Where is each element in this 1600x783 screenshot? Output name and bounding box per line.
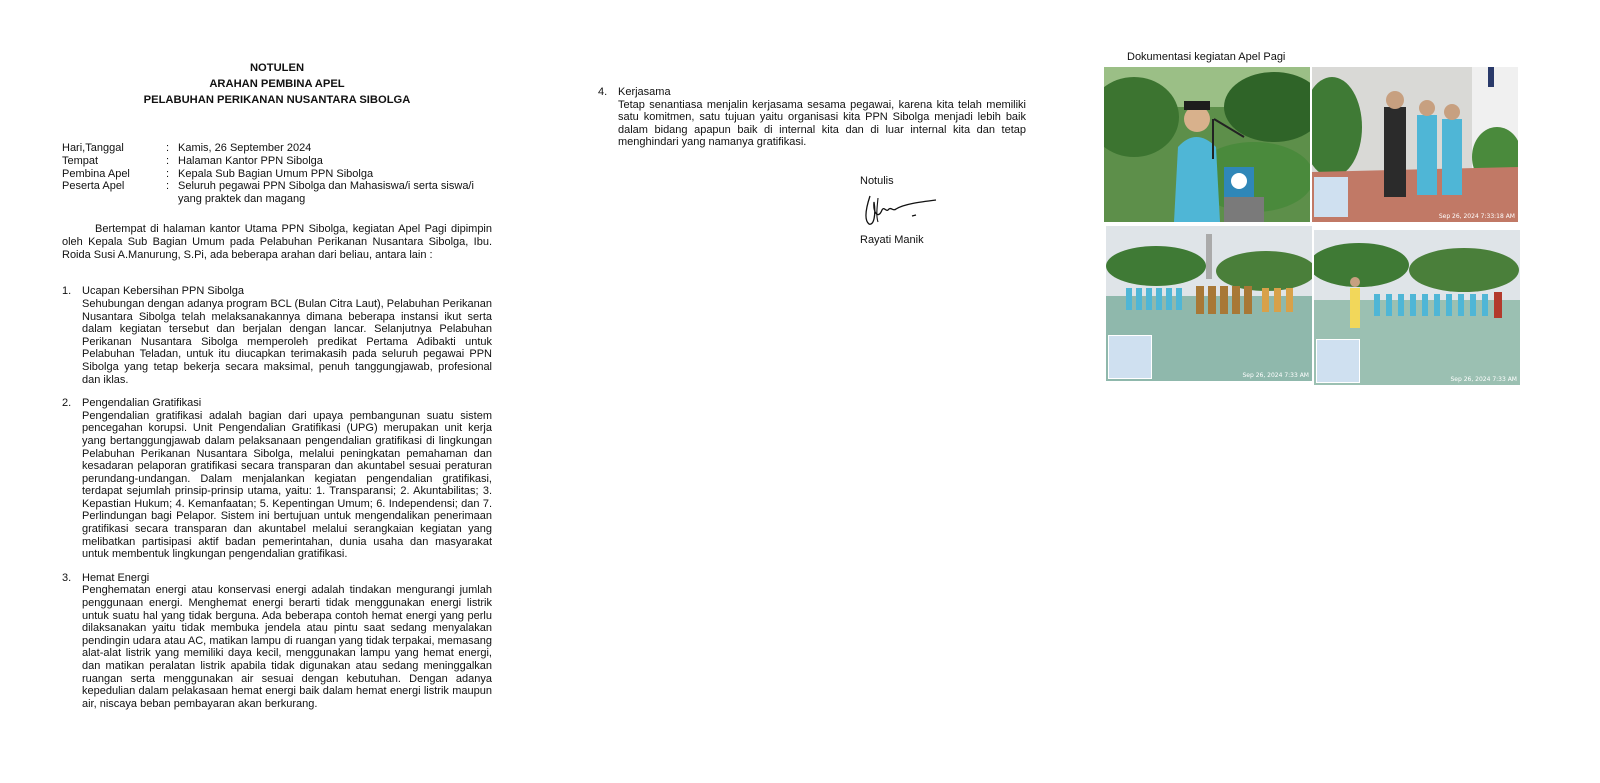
section-number: 1. xyxy=(62,285,72,298)
info-row xyxy=(62,155,492,168)
section-title: Pengendalian Gratifikasi xyxy=(82,397,202,410)
title-line-3: PELABUHAN PERIKANAN NUSANTARA SIBOLGA xyxy=(143,94,411,106)
info-key: Peserta Apel xyxy=(62,180,125,193)
photos-title: Dokumentasi kegiatan Apel Pagi xyxy=(1127,51,1286,63)
section-4 xyxy=(598,86,1026,149)
info-key: Tempat xyxy=(62,154,99,167)
notulen-page-2 xyxy=(598,0,1026,246)
map-thumbnail xyxy=(1316,339,1360,383)
photo-crowd-1 xyxy=(1106,226,1312,381)
section-body: Pengendalian gratifikasi adalah bagian dari upaya pembangunan suatu sistem pencegahan korupsi. Unit Pengendalian Gratifikasi (UPG) merupakan unit kerja yang bertanggungjawab dalam pelaksanaan pengendalian gratifikasi di lingkungan Pelabuhan Perikanan Nusantara Sibolga, melalui peningkatan pemahaman dan kesadaran pelaporan gratifikasi secara transparan dan akuntabel sesuai peraturan perundang-undangan. Dalam menjalankan kegiatan pengendalian gratifikasi, terdapat sejumlah prinsip-prinsip utama, yaitu: 1. Transparansi; 2. Akuntabilitas; 3. Kepastian Hukum; 4. Kemanfaatan; 5. Kepentingan Umum; 6. Independensi; dan 7. Perlindungan bagi Pelapor. Sistem ini bertujuan untuk mengendalikan penerimaan gratifikasi secara transparan dan akuntabel melalui serangkaian kegiatan yang melibatkan partisipasi aktif badan pemerintahan, dunia usaha dan masyarakat untuk membentuk lingkungan pengendalian gratifikasi. xyxy=(82,409,492,561)
map-thumbnail xyxy=(1108,335,1152,379)
photo-timestamp: Sep 26, 2024 7:33 AM xyxy=(1242,372,1309,379)
photo-timestamp: Sep 26, 2024 7:33 AM xyxy=(1450,376,1517,383)
section-2 xyxy=(62,397,492,561)
section-body: Tetap senantiasa menjalin kerjasama sesama pegawai, karena kita telah memiliki satu komitmen, satu tujuan yaitu organisasi kita PPN Sibolga menjadi lebih baik dalam bidang apapun baik di internal kita dan di luar internal kita dan tetap menghindari yang namanya gratifikasi. xyxy=(618,98,1026,149)
info-key: Pembina Apel xyxy=(62,167,130,180)
info-row xyxy=(62,180,492,206)
info-value: Kamis, 26 September 2024 xyxy=(178,142,312,154)
info-colon: : xyxy=(166,167,170,180)
notulis-name: Rayati Manik xyxy=(860,233,924,246)
section-3 xyxy=(62,572,492,711)
meeting-info xyxy=(62,142,492,206)
section-title: Kerjasama xyxy=(618,86,671,98)
section-body: Sehubungan dengan adanya program BCL (Bulan Citra Laut), Pelabuhan Perikanan Nusantara Sibolga telah melaksanakannya dimana beberapa instansi ikut serta dalam kegiatan tersebut dan berjalan dengan lancar. Selanjutnya Pelabuhan Perikanan Nusantara Sibolga memperoleh predikat Pertama Adibakti untuk Pelabuhan Teladan, untuk itu diucapkan terimakasih pada seluruh pegawai PPN Sibolga yang tetap bekerja secara maksimal, penuh tanggungjawab, profesional dan iklas. xyxy=(82,297,492,386)
info-row xyxy=(62,168,492,181)
notulen-page-1 xyxy=(62,0,492,710)
photo-timestamp: Sep 26, 2024 7:33:18 AM xyxy=(1438,213,1515,220)
intro-paragraph: Bertempat di halaman kantor Utama PPN Sibolga, kegiatan Apel Pagi dipimpin oleh Kepala Sub Bagian Umum pada Pelabuhan Perikanan Nusantara Sibolga, Ibu. Roida Susi A.Manurung, S.Pi, ada beberapa arahan dari beliau, antara lain : xyxy=(62,222,492,261)
section-1 xyxy=(62,285,492,386)
info-row xyxy=(62,142,492,155)
info-value: Kepala Sub Bagian Umum PPN Sibolga xyxy=(178,167,374,180)
section-number: 4. xyxy=(598,86,608,98)
info-colon: : xyxy=(166,142,170,154)
info-colon: : xyxy=(166,154,170,167)
notulis-block xyxy=(860,175,940,246)
info-value: Halaman Kantor PPN Sibolga xyxy=(178,154,323,167)
info-colon: : xyxy=(166,180,170,193)
section-body: Penghematan energi atau konservasi energi adalah tindakan mengurangi jumlah penggunaan energi. Menghemat energi berarti tidak menggunakan energi listrik untuk suatu hal yang tidak berguna. Ada beberapa contoh hemat energi yang perlu dilaksanakan yaitu tidak membuka jendela atau pintu saat sedang menyalakan pendingin udara atau AC, matikan lampu di ruangan yang tidak terpakai, memasang alat-alat listrik yang memiliki daya kecil, menggunakan lampu yang hemat energi, dan matikan peralatan listrik apabila tidak digunakan atau sedang meninggalkan ruangan serta menggunakan air sesuai dengan kebutuhan. Dengan adanya kepedulian dalam pelakasaan hemat energi baik dalam hemat energi listrik maupun air, niscaya beban pembayaran akan berkurang. xyxy=(82,584,492,710)
document-title xyxy=(62,60,492,108)
section-number: 3. xyxy=(62,571,72,584)
photo-grid xyxy=(1128,67,1568,387)
photo-crowd-2 xyxy=(1314,230,1520,385)
photo-leaders xyxy=(1312,67,1518,222)
info-value: Seluruh pegawai PPN Sibolga dan Mahasiswa/i serta siswa/i yang praktek dan magang xyxy=(178,180,474,206)
title-line-2: ARAHAN PEMBINA APEL xyxy=(209,78,345,90)
documentation-page xyxy=(1128,0,1568,387)
section-title: Hemat Energi xyxy=(82,571,150,584)
photo-speaker xyxy=(1104,67,1310,222)
title-line-1: NOTULEN xyxy=(249,62,305,74)
signature-icon xyxy=(860,190,940,230)
section-title: Ucapan Kebersihan PPN Sibolga xyxy=(82,285,245,298)
section-number: 2. xyxy=(62,397,72,410)
info-key: Hari,Tanggal xyxy=(62,142,124,154)
notulis-label: Notulis xyxy=(860,175,894,187)
